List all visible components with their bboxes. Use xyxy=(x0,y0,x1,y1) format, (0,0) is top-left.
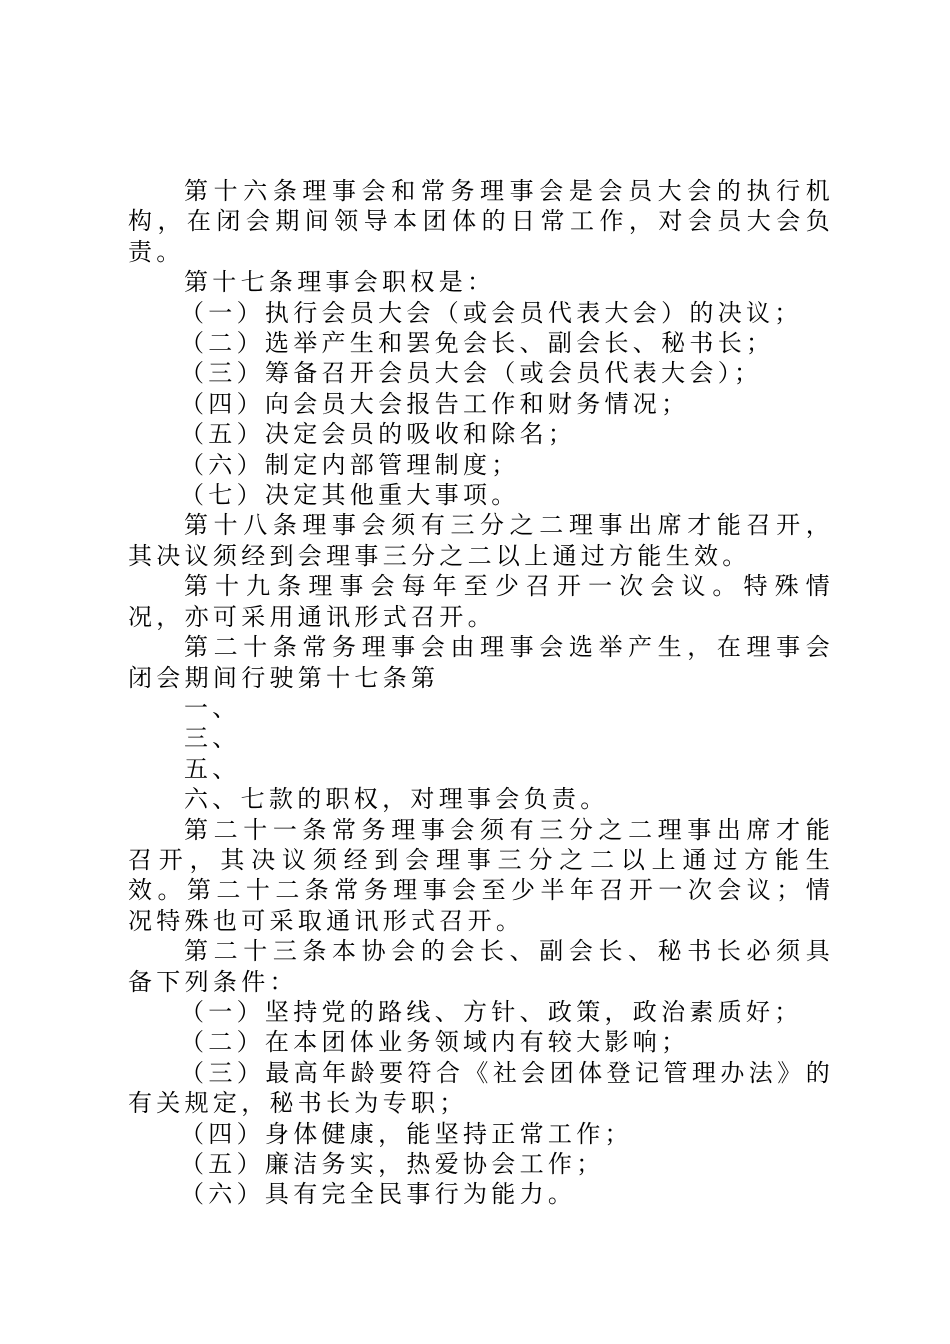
article-18: 第十八条理事会须有三分之二理事出席才能召开，其决议须经到会理事三分之二以上通过方能生效。 xyxy=(128,511,834,570)
article-17-item-1: （一）执行会员大会（或会员代表大会）的决议； xyxy=(180,298,803,327)
article-17-item-4: （四）向会员大会报告工作和财务情况； xyxy=(180,389,690,418)
article-17-item-5: （五）决定会员的吸收和除名； xyxy=(180,420,577,449)
article-21-22: 第二十一条常务理事会须有三分之二理事出席才能召开，其决议须经到会理事三分之二以上通过方能生效。第二十二条常务理事会至少半年召开一次会议；情况特殊也可采取通讯形式召开。 xyxy=(128,815,834,935)
article-20-fragment-2: 三、 xyxy=(184,724,241,753)
article-17-heading: 第十七条理事会职权是： xyxy=(184,268,496,297)
article-23-item-2: （二）在本团体业务领域内有较大影响； xyxy=(180,1028,690,1057)
article-20: 第二十条常务理事会由理事会选举产生，在理事会闭会期间行驶第十七条第 xyxy=(128,633,834,692)
article-23-item-4: （四）身体健康，能坚持正常工作； xyxy=(180,1119,633,1148)
article-17-item-2: （二）选举产生和罢免会长、副会长、秘书长； xyxy=(180,329,775,358)
article-23-item-6: （六）具有完全民事行为能力。 xyxy=(180,1180,577,1209)
article-16: 第十六条理事会和常务理事会是会员大会的执行机构，在闭会期间领导本团体的日常工作，对会员大会负责。 xyxy=(128,177,834,266)
article-23-heading: 第二十三条本协会的会长、副会长、秘书长必须具备下列条件： xyxy=(128,937,834,996)
article-20-fragment-1: 一、 xyxy=(184,693,241,722)
article-23-item-5: （五）廉洁务实，热爱协会工作； xyxy=(180,1150,605,1178)
article-20-fragment-4: 六、七款的职权，对理事会负责。 xyxy=(184,785,609,814)
article-17-item-7: （七）决定其他重大事项。 xyxy=(180,481,520,510)
document-page xyxy=(128,176,834,1210)
article-17-item-6: （六）制定内部管理制度； xyxy=(180,450,520,479)
article-23-item-1: （一）坚持党的路线、方针、政策，政治素质好； xyxy=(180,997,803,1026)
article-20-fragment-3: 五、 xyxy=(184,754,241,783)
article-19: 第十九条理事会每年至少召开一次会议。特殊情况，亦可采用通讯形式召开。 xyxy=(128,572,834,631)
article-23-item-3: （三）最高年龄要符合《社会团体登记管理办法》的有关规定，秘书长为专职； xyxy=(128,1058,834,1118)
article-17-item-3: （三）筹备召开会员大会（或会员代表大会）； xyxy=(180,359,763,388)
